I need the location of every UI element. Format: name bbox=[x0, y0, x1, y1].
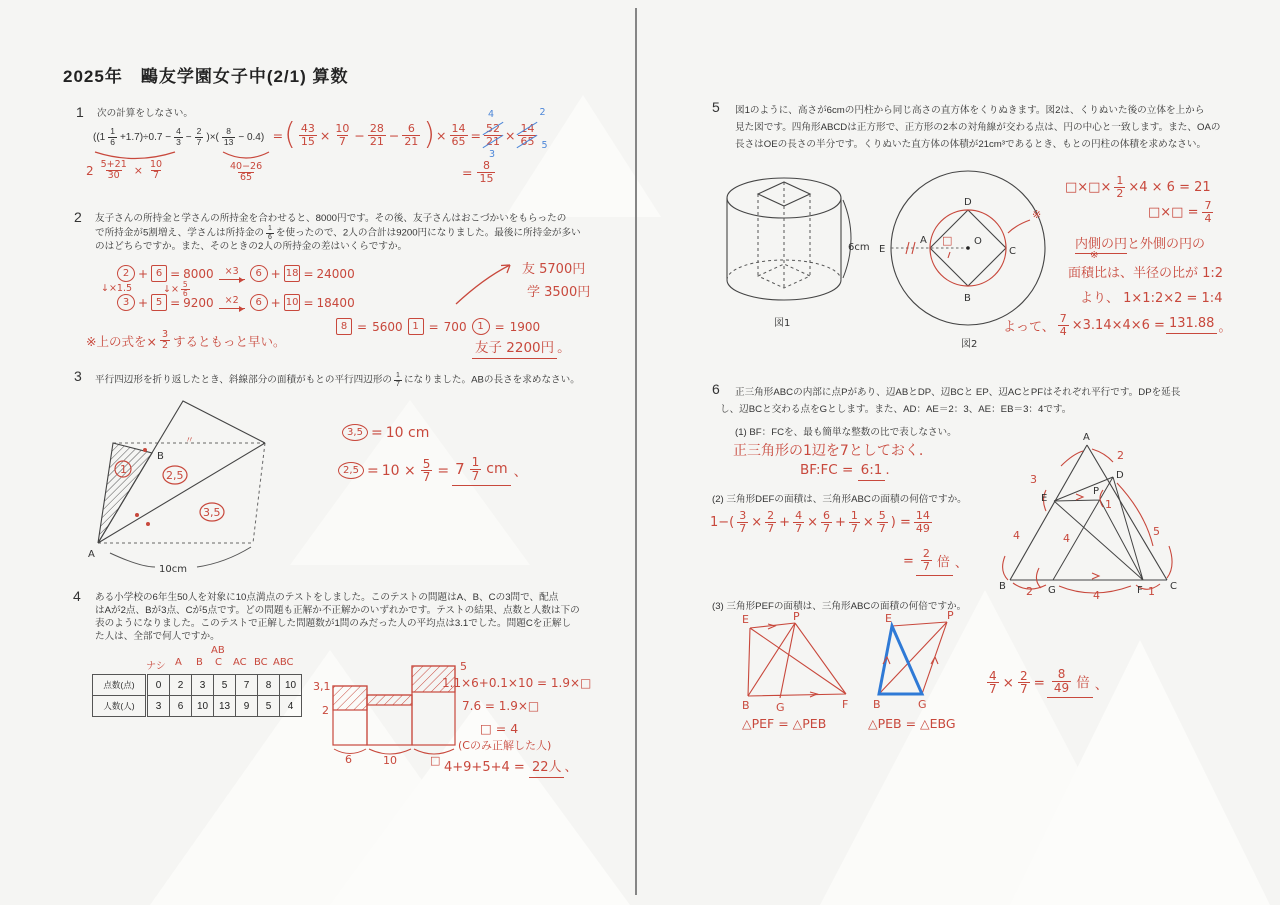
p4-eq1: 1.1×6+0.1×10 = 1.9×□ bbox=[442, 676, 592, 690]
p6-triangle-figure bbox=[993, 428, 1183, 606]
label-G: G bbox=[918, 698, 927, 711]
p5-number: 5 bbox=[712, 99, 720, 115]
label-P: P bbox=[1093, 486, 1100, 497]
p6-q2-answer: 2 7 倍 bbox=[916, 548, 953, 576]
label-10cm: 10cm bbox=[159, 564, 187, 575]
ratio-AE: 3 bbox=[1030, 473, 1037, 486]
p5-work-line4: 面積比は、半径の比が 1:2 bbox=[1068, 266, 1224, 281]
column-divider bbox=[635, 8, 637, 895]
ratio-GF: 4 bbox=[1093, 589, 1100, 602]
p1-prompt: 次の計算をしなさい。 bbox=[97, 108, 193, 119]
p6-q1-prompt: (1) BF：FCを、最も簡単な整数の比で表しなさい。 bbox=[735, 427, 957, 438]
expr-text: +1.7)÷0.7 − bbox=[119, 131, 172, 143]
p1-result-line: = $\frac{8}{15}$ bbox=[462, 159, 494, 185]
p5-work-line2: □×□ = $\frac{7}{4}$ bbox=[1148, 199, 1212, 225]
p6-q2-prompt: (2) 三角形DEFの面積は、三角形ABCの面積の何倍ですか。 bbox=[712, 494, 967, 505]
label-E: E bbox=[1041, 493, 1048, 504]
p6-q3-work: $\frac{4}{7}$ × $\frac{2}{7}$ = 8 49 倍 、 bbox=[989, 667, 1109, 697]
close-paren: ) bbox=[423, 117, 436, 152]
p6-q3-prompt: (3) 三角形PEFの面積は、三角形ABCの面積の何倍ですか。 bbox=[712, 601, 967, 612]
height-6cm: 6cm bbox=[848, 242, 870, 253]
p2-work-row2: 3 + 5 = 9200 ×2 6 + 10 = 18400 bbox=[117, 294, 355, 311]
p5-work-line6: よって、 $\frac{7}{4}$ ×3.14×4×6 = 131.88 。 bbox=[1003, 312, 1232, 338]
p5-answer: 131.88 bbox=[1166, 316, 1218, 334]
label-P: P bbox=[793, 610, 800, 623]
p2-tomo-amount: 友 5700円 bbox=[522, 262, 586, 277]
p6-sketch2 bbox=[872, 609, 972, 714]
p4-text-line2: はAが2点、Bが3点、Cが5点です。どの問題も正解か不正解かのいずれかです。テストの結果、点数と人数は下の bbox=[95, 605, 580, 616]
p5-cylinder-figure bbox=[722, 168, 872, 330]
expr-text: − 0.4) bbox=[238, 131, 265, 143]
triangle-ABC bbox=[1010, 445, 1167, 580]
p4-col-label-C: C bbox=[215, 657, 222, 668]
p6-sketch2-caption: △PEB = △EBG bbox=[868, 716, 956, 731]
times3-arrow: ×3 bbox=[219, 267, 245, 280]
label-B: B bbox=[157, 451, 164, 462]
p4-eq4: (Cのみ正解した人) bbox=[458, 739, 552, 752]
label-A: A bbox=[88, 549, 95, 560]
p6-q1-answer-line: BF:FC = 6:1 . bbox=[800, 462, 890, 478]
p2-work-mid1: ↓×1.5 bbox=[101, 283, 133, 294]
p2-note: ※上の式を× $\frac{3}{2}$ するともっと早い。 bbox=[86, 329, 286, 352]
label-F: F bbox=[842, 698, 849, 711]
p4-col-label-A: A bbox=[175, 657, 182, 668]
label-C: C bbox=[1009, 246, 1016, 257]
width-6: 6 bbox=[345, 753, 352, 766]
p3-answer: 7 1 7 cm bbox=[452, 456, 511, 486]
circled-1: 1 bbox=[120, 463, 127, 476]
label-F: F bbox=[1137, 585, 1143, 596]
p6-q2-answer-line: = 2 7 倍 、 bbox=[903, 548, 968, 576]
p4-number: 4 bbox=[73, 588, 81, 604]
p4-eq3: □ = 4 bbox=[480, 721, 519, 736]
p3-parallelogram-figure bbox=[85, 393, 290, 585]
p1-number: 1 bbox=[76, 104, 84, 120]
page-title: 2025年 鷗友学園女子中(2/1) 算数 bbox=[63, 67, 349, 86]
p6-q2-work: 1−( $\frac{3}{7}$ × $\frac{2}{7}$ + $\frac{4}{7}$ × $\frac{6}{7}$ + $\frac{1}{7}$ × $\frac{5}{7}$ ) = $\frac{14}{49}$ bbox=[710, 509, 930, 535]
label-C: C bbox=[1170, 581, 1177, 592]
p1-sub-work-left: 2 $\frac{5+21}{30}$ × $\frac{10}{7}$ bbox=[86, 159, 163, 182]
circled-2-5: 2,5 bbox=[166, 469, 184, 482]
label-B: B bbox=[742, 699, 750, 712]
watermark-triangle bbox=[505, 95, 661, 217]
label-E: E bbox=[742, 613, 749, 626]
five-label: 5 bbox=[460, 660, 467, 673]
p1-printed-expression: ((1 1 6 +1.7)÷0.7 − $\frac{4}{3}$ − $\frac{2}{7}$ )×( 8 13 − 0.4) bbox=[93, 126, 265, 147]
p4-score-table bbox=[92, 674, 302, 717]
p4-col-label-ABC: ABC bbox=[273, 657, 294, 668]
p6-sketch1-caption: △PEF = △PEB bbox=[742, 716, 827, 731]
p3-number: 3 bbox=[74, 368, 82, 384]
p4-text-line4: た人は、全部で何人ですか。 bbox=[95, 631, 220, 642]
label-O: O bbox=[974, 236, 982, 247]
p6-text-line1: 正三角形ABCの内部に点Pがあり、辺ABとDP、辺BCと EP、辺ACとPFはそれぞれ平行です。DPを延長 bbox=[735, 387, 1181, 398]
label-D: D bbox=[1116, 470, 1124, 481]
table-row: 点数(点) 0 2 3 5 7 8 10 bbox=[93, 675, 302, 696]
p4-answer-line: 4+9+5+4 = 22人 、 bbox=[444, 756, 578, 775]
p6-q1-note: 正三角形の1辺を7としておく. bbox=[733, 443, 924, 459]
blue-cancel-value: 4 bbox=[488, 108, 495, 120]
p3-prompt: 平行四辺形を折り返したとき、斜線部分の面積がもとの平行四辺形の $\frac{1}{7}$ になりました。ABの長さを求めなさい。 bbox=[95, 372, 580, 388]
circled-3-5: 3,5 bbox=[203, 506, 221, 519]
ratio-EB: 4 bbox=[1013, 529, 1020, 542]
p5-work-line5: より、 1×1:2×2 = 1:4 bbox=[1080, 291, 1223, 306]
ratio-FC: 1 bbox=[1148, 585, 1155, 598]
label-G: G bbox=[1048, 585, 1056, 596]
cancelled-fraction-14-65: 2 14 65 5 bbox=[520, 106, 548, 152]
p3-work-line1: 3,5 = 10 cm bbox=[342, 424, 429, 441]
ratio-inner: 4 bbox=[1063, 532, 1070, 545]
curved-arrow bbox=[452, 258, 518, 308]
p6-q3-answer: 8 49 倍 bbox=[1047, 668, 1093, 698]
label-B: B bbox=[873, 698, 881, 711]
label-A: A bbox=[1083, 432, 1090, 443]
p4-text-line1: ある小学校の6年生50人を対象に10点満点のテストをしました。このテストの問題はA、B、Cの3問で、配点 bbox=[95, 592, 559, 603]
label-E: E bbox=[879, 244, 886, 255]
p6-text-line2: し、辺BCと交わる点をGとします。また、AD：AE＝2：3、AE：EB＝3：4です。 bbox=[720, 404, 1072, 415]
p3-work-line2: 2,5 = 10 × $\frac{5}{7}$ = 7 1 7 cm 、 bbox=[338, 456, 528, 486]
table-row: 人数(人) 3 6 10 13 9 5 4 bbox=[93, 696, 302, 717]
ratio-DC: 5 bbox=[1153, 525, 1160, 538]
p5-work-line1: □×□× $\frac{1}{2}$ ×4 × 6 = 21 bbox=[1065, 174, 1211, 200]
p6-q1-answer: 6:1 bbox=[858, 462, 886, 481]
p2-number: 2 bbox=[74, 209, 82, 225]
label-P: P bbox=[947, 609, 954, 622]
p2-text-line3: のはどちらですか。また、そのときの2人の所持金の差はいくらですか。 bbox=[95, 241, 408, 252]
cancelled-fraction-52-21: 4 52 21 3 bbox=[486, 108, 500, 161]
p2-work-row3: 8 = 5600 1 = 700 1 = 1900 bbox=[336, 318, 540, 335]
p5-text-line2: 見た図です。四角形ABCDは正方形で、正方形の2本の対角線が交わる点は、円の中心と一致します。また、OAの bbox=[735, 122, 1221, 133]
p4-answer: 22人 bbox=[529, 760, 565, 778]
row-header-scores: 点数(点) bbox=[93, 675, 147, 696]
label-A: A bbox=[920, 235, 927, 246]
label-E: E bbox=[885, 612, 892, 625]
blue-cancel-value: 3 bbox=[489, 149, 496, 161]
expr-text: − bbox=[185, 131, 192, 143]
times2-arrow: ×2 bbox=[219, 296, 245, 309]
label-G: G bbox=[776, 701, 785, 714]
p4-col-label-B: B bbox=[196, 657, 203, 668]
red-kome-mark: ※ bbox=[1032, 208, 1042, 221]
p4-col-label-AC: AC bbox=[233, 657, 247, 668]
expr-text: ((1 bbox=[93, 131, 106, 143]
label-D: D bbox=[964, 197, 972, 208]
label-B: B bbox=[964, 293, 971, 304]
p2-manabu-amount: 学 3500円 bbox=[527, 285, 591, 300]
p2-work-row1: 2 + 6 = 8000 ×3 6 + 18 = 24000 bbox=[117, 265, 355, 282]
expr-text: )×( bbox=[206, 131, 219, 143]
red-tick: 〃 bbox=[185, 436, 195, 446]
p1-red-work: = ( $\frac{43}{15}$ × $\frac{10}{7}$ − $\frac{28}{21}$ − $\frac{6}{21}$ ) × $\frac{14}{65}$ = 4 52 21 3 × 2 14 65 5 bbox=[272, 106, 548, 161]
avg-label: 3,1 bbox=[313, 680, 331, 693]
fig1-caption: 図1 bbox=[774, 318, 791, 329]
p5-kome-note: ※ bbox=[1090, 250, 1099, 261]
ratio-PD: 1 bbox=[1105, 498, 1112, 511]
fig2-caption: 図2 bbox=[961, 339, 978, 350]
p2-work-mid2: ↓× $\frac{5}{6}$ bbox=[163, 280, 188, 299]
row-header-counts: 人数(人) bbox=[93, 696, 147, 717]
p2-text-line2: で所持金が5割増え、学さんは所持金の $\frac{1}{6}$ を使ったので、2人の合計は9200円になりました。最後に所持金が多い bbox=[95, 225, 581, 241]
p4-bar-sketch bbox=[300, 653, 475, 768]
p5-text-line3: 長さはOEの長さの半分です。くりぬいた直方体の体積が21cm³であるとき、もとの円柱の体積を求めなさい。 bbox=[735, 139, 1207, 150]
p1-sub-work-right: $\frac{40-26}{65}$ bbox=[230, 161, 263, 184]
p6-number: 6 bbox=[712, 381, 720, 397]
p5-text-line1: 図1のように、高さが6cmの円柱から同じ高さの直方体をくりぬきます。図2は、くりぬいた後の立体を上から bbox=[735, 105, 1205, 116]
p6-sketch1 bbox=[738, 610, 858, 714]
blue-cancel-value: 2 bbox=[539, 106, 546, 118]
two-label: 2 bbox=[322, 704, 329, 717]
p4-col-label-AB: AB bbox=[211, 645, 225, 656]
blue-cancel-value: 5 bbox=[541, 140, 548, 152]
p4-col-label-BC: BC bbox=[254, 657, 268, 668]
hatched-region bbox=[98, 443, 152, 543]
p5-work-line3: 内側の円と外側の円の bbox=[1075, 237, 1206, 252]
p4-col-label-nashi: ナシ bbox=[146, 661, 166, 672]
ratio-AD: 2 bbox=[1117, 449, 1124, 462]
ratio-BG: 2 bbox=[1026, 585, 1033, 598]
label-B: B bbox=[999, 581, 1006, 592]
p2-answer: 友子 2200円 。 bbox=[472, 336, 571, 356]
open-paren: ( bbox=[284, 117, 296, 152]
p2-text-line1: 友子さんの所持金と学さんの所持金を合わせると、8000円です。その後、友子さんはおこづかいをもらったの bbox=[95, 213, 567, 224]
width-box: □ bbox=[430, 754, 441, 767]
width-10: 10 bbox=[383, 754, 397, 767]
red-box-length: □ bbox=[942, 234, 953, 247]
p4-eq2: 7.6 = 1.9×□ bbox=[462, 699, 540, 713]
p4-text-line3: 表のようになりました。このテストで正解した問題数が1問のみだった人の平均点は3.1でした。問題Cを正解し bbox=[95, 618, 572, 629]
